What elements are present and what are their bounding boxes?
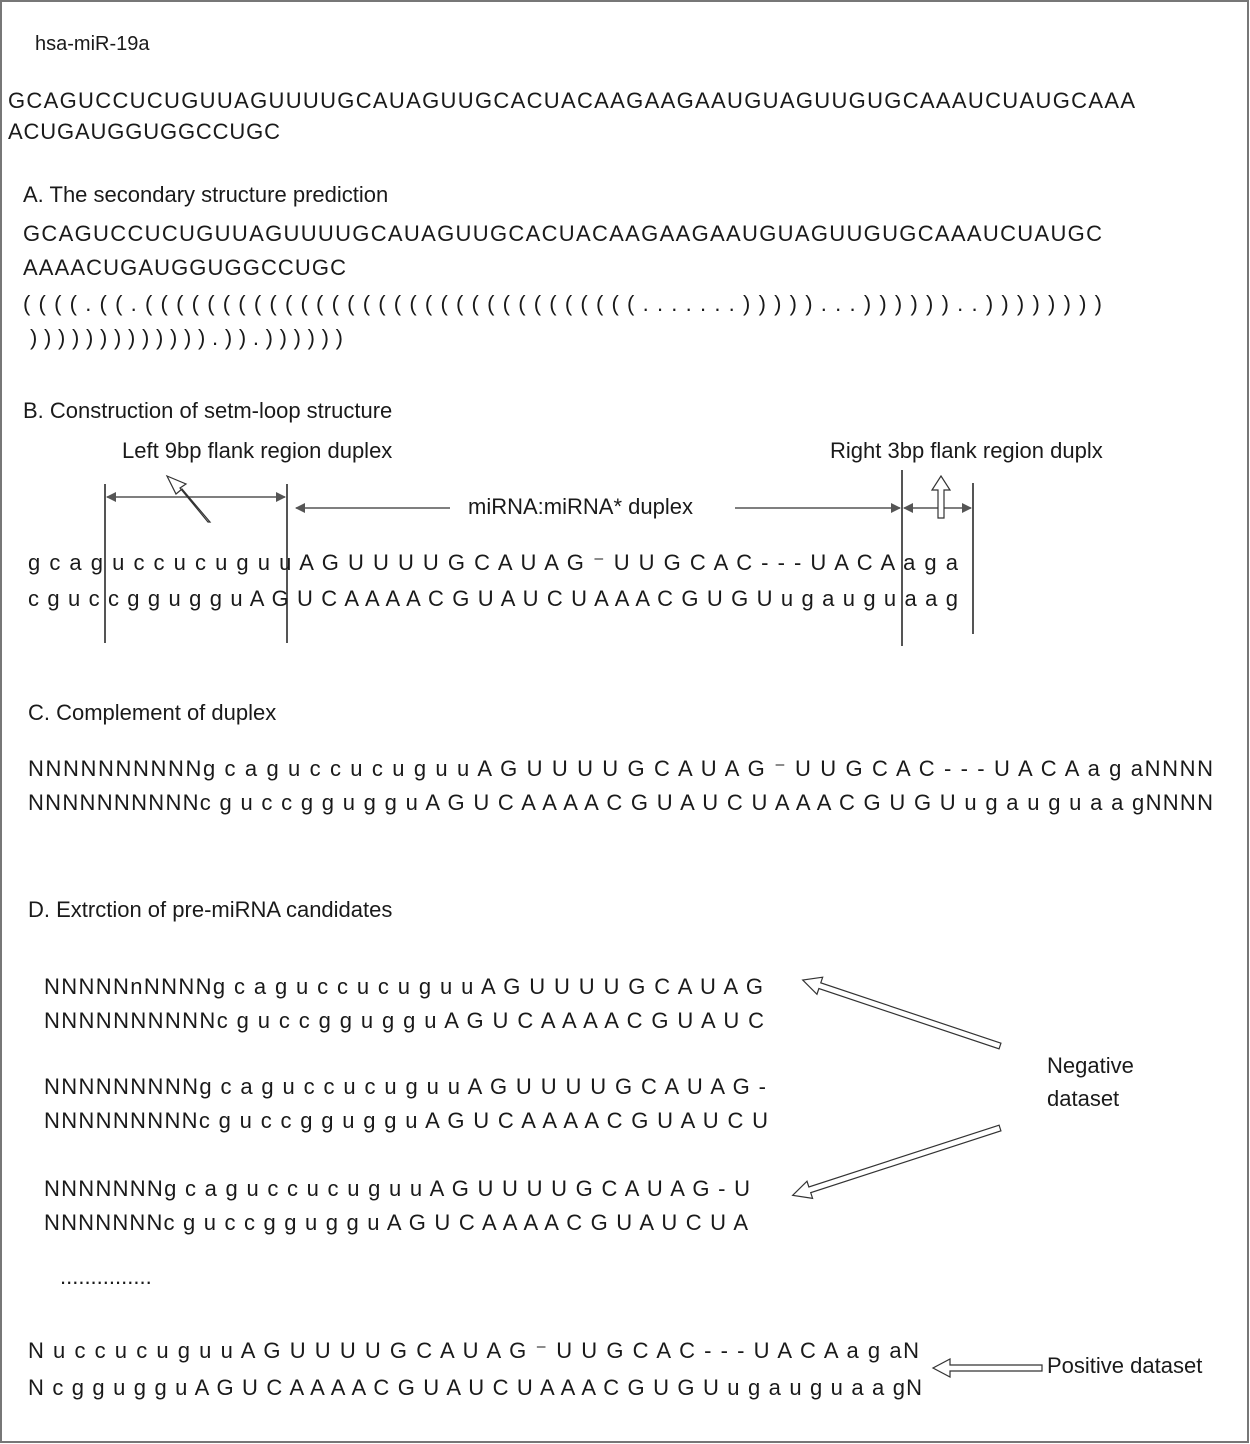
- negative-candidate-2-row-2: NNNNNNNNNc g u c c g g u g g u A G U C A A A A C G U A U C U: [44, 1108, 768, 1133]
- positive-candidate-row-2: N c g g u g g u A G U C A A A A C G U A U C U A A A C G U G U u g a u g u a a gN: [28, 1375, 922, 1400]
- negative-label-line-2: dataset: [1047, 1086, 1120, 1111]
- section-a-structure-2: ))))))))))))).)).)))))): [30, 325, 343, 350]
- negative-candidate-1-row-2: NNNNNNNNNNc g u c c g g u g g u A G U C A A A A C G U A U C: [44, 1008, 764, 1033]
- section-b-heading: B. Construction of setm-loop structure: [23, 398, 393, 423]
- positive-candidate-row-1: N u c c u c u g u u A G U U U U G C A U A G ⁻ U U G C A C - - - U A C A a g aN: [28, 1338, 919, 1363]
- left-label-pointer-icon: [167, 476, 210, 522]
- more-candidates-ellipsis: ...............: [60, 1264, 152, 1289]
- negative-arrow-upper-icon: [800, 971, 1003, 1054]
- section-d-heading: D. Extrction of pre-miRNA candidates: [28, 897, 393, 922]
- section-a-structure-1: ((((.((.((((((((((((((((((((((((((((((((.......)))))...))))))..)))))))): [23, 291, 1103, 316]
- negative-candidate-3-row-2: NNNNNNNc g u c c g g u g g u A G U C A A A A C G U A U C U A: [44, 1210, 748, 1235]
- duplex-row-2: c g u c c g g u g g u A G U C A A A A C G U A U C U A A A C G U G U u g a u g u a a g: [28, 586, 958, 611]
- negative-candidate-3-row-1: NNNNNNNg c a g u c c u c u g u u A G U U U U G C A U A G - U: [44, 1176, 750, 1201]
- negative-label-line-1: Negative: [1047, 1053, 1134, 1078]
- positive-arrow-icon: [933, 1359, 1042, 1377]
- duplex-row-1: g c a g u c c u c u g u u A G U U U U G C A U A G ⁻ U U G C A C - - - U A C A a g a: [28, 550, 958, 575]
- duplex-label: miRNA:miRNA* duplex: [468, 494, 693, 519]
- left-flank-label: Left 9bp flank region duplex: [122, 438, 393, 463]
- mirna-title: hsa-miR-19a: [35, 33, 150, 55]
- complement-row-1: NNNNNNNNNNg c a g u c c u c u g u u A G U U U U G C A U A G ⁻ U U G C A C - - - U A C A a g aNNNN: [28, 756, 1213, 781]
- section-a-heading: A. The secondary structure prediction: [23, 182, 389, 207]
- section-a-sequence-2: AAAACUGAUGGUGGCCUGC: [23, 255, 346, 280]
- full-sequence-line-2: ACUGAUGGUGGCCUGC: [8, 119, 280, 144]
- negative-arrow-lower-icon: [790, 1119, 1003, 1203]
- right-flank-label: Right 3bp flank region duplx: [830, 438, 1103, 463]
- section-a-sequence-1: GCAGUCCUCUGUUAGUUUUGCAUAGUUGCACUACAAGAAGAAUGUAGUUGUGCAAAUCUAUGC: [23, 221, 1102, 246]
- right-label-pointer-icon: [932, 476, 950, 518]
- negative-candidate-1-row-1: NNNNNnNNNNg c a g u c c u c u g u u A G U U U U G C A U A G: [44, 974, 763, 999]
- negative-candidate-2-row-1: NNNNNNNNNg c a g u c c u c u g u u A G U U U U G C A U A G -: [44, 1074, 767, 1099]
- section-c-heading: C. Complement of duplex: [28, 700, 277, 725]
- positive-label: Positive dataset: [1047, 1353, 1203, 1378]
- complement-row-2: NNNNNNNNNNc g u c c g g u g g u A G U C A A A A C G U A U C U A A A C G U G U u g a u g u a a gNNNN: [28, 790, 1214, 815]
- full-sequence-line-1: GCAGUCCUCUGUUAGUUUUGCAUAGUUGCACUACAAGAAGAAUGUAGUUGUGCAAAUCUAUGCAAA: [8, 88, 1135, 113]
